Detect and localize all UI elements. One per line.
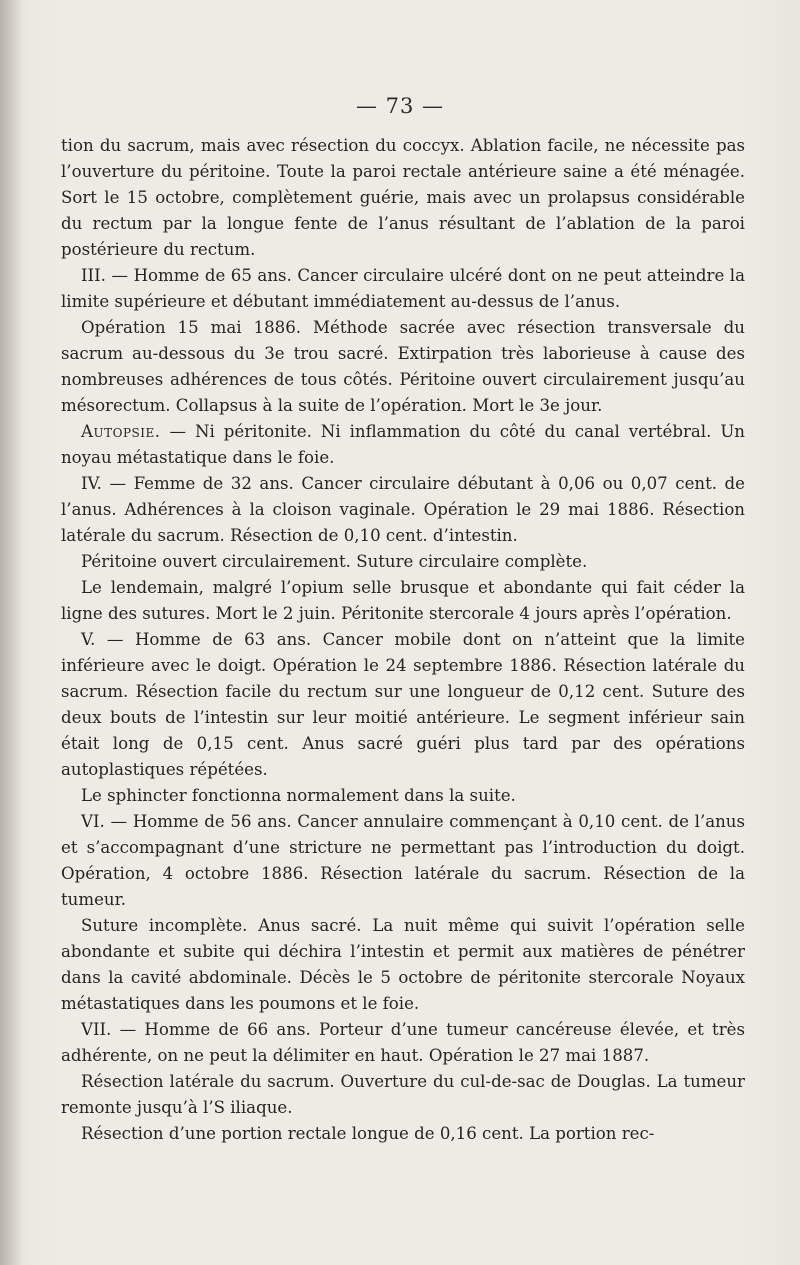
autopsy-lead: Autopsie.	[81, 422, 161, 441]
case-iv-paragraph: IV. — Femme de 32 ans. Cancer circulaire débutant à 0,06 ou 0,07 cent. de l’anus. Adhérences à la cloison vaginale. Opération le 29 mai 1886. Résection latérale du sacrum. Résection de 0,10 cent. d’intestin.	[61, 474, 745, 545]
suture-paragraph: Suture incomplète. Anus sacré. La nuit même qui suivit l’opération selle abondante et subite qui déchira l’intestin et permit aux matières de pénétrer dans la cavité abdominale. Décès le 5 octobre de péritonite stercorale Noyaux métastatiques dans les poumons et le foie.	[61, 916, 745, 1013]
binding-shadow	[0, 0, 22, 1265]
autopsy-text: — Ni péritonite. Ni inflammation du côté du canal vertébral. Un noyau métastatique dans le foie.	[61, 422, 745, 467]
case-vii-paragraph: VII. — Homme de 66 ans. Porteur d’une tumeur cancéreuse élevée, et très adhérente, on ne peut la délimiter en haut. Opération le 27 mai 1887.	[61, 1020, 745, 1065]
final-paragraph: Résection d’une portion rectale longue de 0,16 cent. La portion rec-	[81, 1124, 655, 1143]
body-text	[61, 133, 745, 1147]
paragraph-continuation: tion du sacrum, mais avec résection du coccyx. Ablation facile, ne nécessite pas l’ouverture du péritoine. Toute la paroi rectale antérieure saine a été ménagée. Sort le 15 octobre, complètement guérie, mais avec un prolapsus considérable du rectum par la longue fente de l’anus résultant de l’ablation de la paroi postérieure du rectum.	[61, 136, 745, 259]
case-iii-paragraph: III. — Homme de 65 ans. Cancer circulaire ulcéré dont on ne peut atteindre la limite supérieure et débutant immédiatement au-dessus de l’anus.	[61, 266, 745, 311]
sphincter-paragraph: Le sphincter fonctionna normalement dans la suite.	[81, 786, 516, 805]
case-vi-paragraph: VI. — Homme de 56 ans. Cancer annulaire commençant à 0,10 cent. de l’anus et s’accompagnant d’une stricture ne permettant pas l’introduction du doigt. Opération, 4 octobre 1886. Résection latérale du sacrum. Résection de la tumeur.	[61, 812, 745, 909]
operation-paragraph: Opération 15 mai 1886. Méthode sacrée avec résection transversale du sacrum au-dessous du 3e trou sacré. Extirpation très laborieuse à cause des nombreuses adhérences de tous côtés. Péritoine ouvert circulairement jusqu’au mésorectum. Collapsus à la suite de l’opération. Mort le 3e jour.	[61, 318, 745, 415]
peritoneum-paragraph: Péritoine ouvert circulairement. Suture circulaire complète.	[81, 552, 588, 571]
case-v-paragraph: V. — Homme de 63 ans. Cancer mobile dont on n’atteint que la limite inférieure avec le doigt. Opération le 24 septembre 1886. Résection latérale du sacrum. Résection facile du rectum sur une longueur de 0,12 cent. Suture des deux bouts de l’intestin sur leur moitié antérieure. Le segment inférieur sain était long de 0,15 cent. Anus sacré guéri plus tard par des opérations autoplastiques répétées.	[61, 630, 745, 779]
autopsy-paragraph	[61, 419, 745, 471]
next-day-paragraph: Le lendemain, malgré l’opium selle brusque et abondante qui fait céder la ligne des sutures. Mort le 2 juin. Péritonite stercorale 4 jours après l’opération.	[61, 578, 745, 623]
page-number: — 73 —	[355, 94, 445, 118]
resection-paragraph: Résection latérale du sacrum. Ouverture du cul-de-sac de Douglas. La tumeur remonte jusqu’à l’S iliaque.	[61, 1072, 745, 1117]
